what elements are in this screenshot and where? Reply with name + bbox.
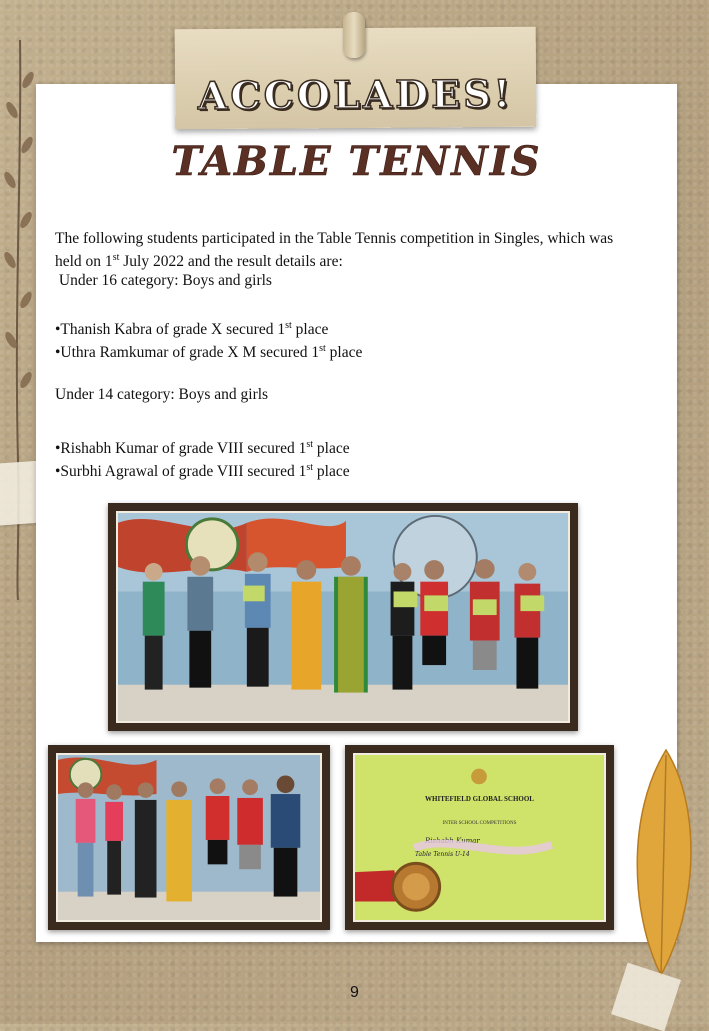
group-photo-small	[48, 745, 330, 930]
u14-heading: Under 14 category: Boys and girls	[55, 386, 269, 403]
medal-icon	[355, 755, 604, 920]
page-heading: TABLE TENNIS	[171, 138, 542, 185]
page-number: 9	[350, 984, 359, 1001]
certificate-image	[353, 753, 606, 922]
certificate-name: Rishabh Kumar	[425, 837, 480, 845]
certificate-school: WHITEFIELD GLOBAL SCHOOL	[425, 795, 534, 803]
certificate-photo	[345, 745, 614, 930]
certificate-subtitle: INTER SCHOOL COMPETITIONS	[442, 821, 517, 826]
group-photo-main	[108, 503, 578, 731]
group-photo-image	[116, 511, 570, 723]
list-item: •Thanish Kabra of grade X secured 1st place	[55, 320, 329, 339]
banner-title: ACCOLADES!	[197, 70, 514, 119]
group-photo-small-image	[56, 753, 322, 922]
u14-results-list	[55, 435, 655, 481]
pin-icon	[343, 12, 365, 58]
leaf-decoration	[621, 745, 703, 985]
intro-paragraph	[55, 229, 655, 290]
list-item: •Rishabh Kumar of grade VIII secured 1st place	[55, 439, 350, 458]
intro-line-1: The following students participated in the Table Tennis competition in Singles, which was	[55, 230, 614, 247]
certificate-event: Table Tennis U-14	[415, 851, 470, 858]
list-item: •Surbhi Agrawal of grade VIII secured 1st place	[55, 462, 350, 481]
intro-line-2: held on 1st July 2022 and the result details are:	[55, 252, 343, 271]
u16-results-list	[55, 316, 655, 362]
list-item: •Uthra Ramkumar of grade X M secured 1st place	[55, 343, 363, 362]
intro-line-3: Under 16 category: Boys and girls	[55, 272, 272, 290]
